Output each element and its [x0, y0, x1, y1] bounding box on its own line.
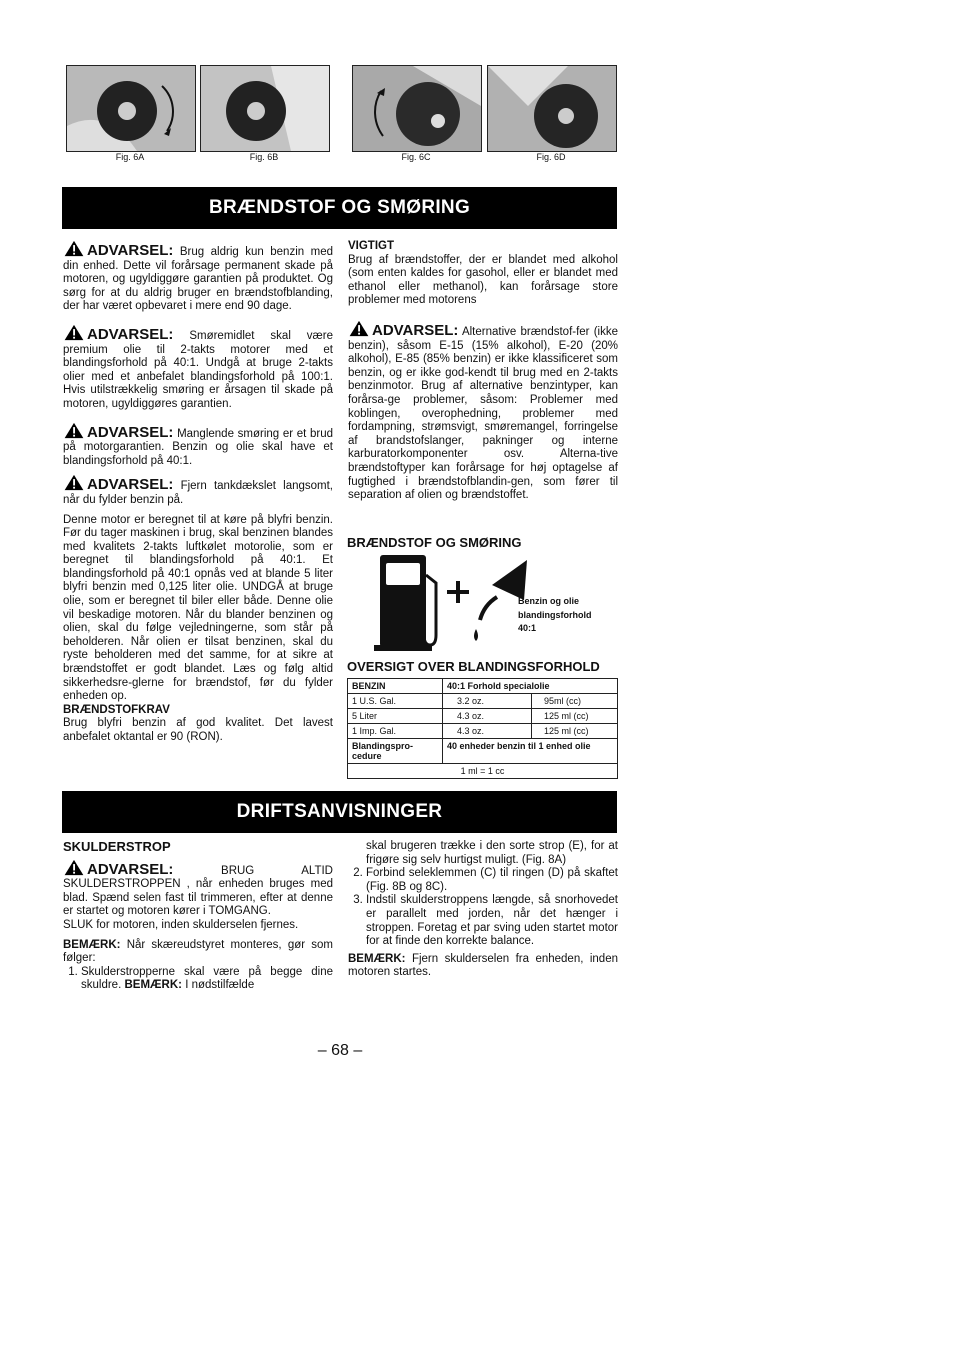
step1-continued: I nødstilfælde [185, 979, 255, 992]
fuel-body-text: Denne motor er beregnet til at køre på blyfri benzin. Før du tager maskinen i brug, skal benzinen blandes med kvalitets 2-takts luftkølet motorolie, som er beregnet til blandingsforhold på 40:1. Et blandingsforhold på 40:1 opnås ved at blande 5 liter blyfri benzin med 0,125 liter olie. UNDGÅ at bruge olie, som er beregnet til biler eller både. Denne olie vil beskadige motoren. Når du blander benzinen og olien, skal du følge vejledningerne, som står på beholderen. Når olien er tilsat benzinen, skal du ryste beholderen med det samme, for at sikre at brændstoffet er godt blandet. Læs og følg altid sikkerhedsre-glerne for brændstof, før du fylder enheden op. [63, 513, 333, 703]
figure-caption: Fig. 6A [115, 152, 145, 162]
mix-table-heading: OVERSIGT OVER BLANDINGSFORHOLD [347, 659, 600, 674]
steps-list [63, 966, 333, 993]
figure-caption: Fig. 6C [401, 152, 431, 162]
figure-6b [200, 65, 330, 152]
list-item: 1. Skulderstropperne skal være på begge dine skuldre. BEMÆRK: I nødstilfælde [81, 966, 333, 993]
table-row: Blandingspro-cedure 40 enheder benzin til 1 enhed olie [348, 739, 618, 764]
warning-icon [63, 422, 85, 439]
warning-1: ADVARSEL: Brug aldrig kun benzin med din enhed. Dette vil forårsage permanent skade på motoren, og ugyldiggøre garantien på produktet. Og sørg for at du aldrig bruger en brændstofblanding, der har været opbevaret i mere end 90 dage. [63, 242, 333, 313]
figure-6a [66, 65, 196, 152]
warning-2: ADVARSEL: Smøremidlet skal være premium olie til 2-takts motorer med et blandingsforhold på 40:1. Undgå at bruge 2-takts olier med et anbefalet blandingsforhold på 100:1. Hvis utilstrækkelig smøring er årsagen til skade på motoren, ugyldiggøres garantien. [63, 325, 334, 410]
warning-icon [63, 324, 85, 341]
table-row: 5 Liter 4.3 oz. 125 ml (cc) [348, 709, 618, 724]
important-text: Brug af brændstoffer, der er blandet med alkohol (som enten kaldes for gasohol, eller er blandet med ethanol eller methanol), kan forårsage store problemer med motorens [348, 253, 618, 307]
page-number: – 68 – [317, 1042, 363, 1059]
left-column-operation [63, 840, 333, 993]
steps-list-continued [348, 867, 618, 949]
warning-3: ADVARSEL: Manglende smøring er et brud på motorgarantien. Benzin og olie skal have et blandingsforhold på 40:1. [63, 423, 333, 467]
warning-shoulder-strap-2: SLUK for motoren, inden skulderselen fjernes. [63, 918, 299, 931]
warning-shoulder-strap: ADVARSEL: BRUG ALTID SKULDERSTROPPEN , når enheden bruges med blad. Spænd selen fast til trimmeren, efter at denne er startet og motoren kører i TOMGANG. [63, 860, 333, 918]
figure-caption: Fig. 6B [249, 152, 279, 162]
figure-caption: Fig. 6D [536, 152, 566, 162]
left-column-fuel [63, 240, 333, 751]
list-item: 3. Indstil skulderstroppens længde, så snorhovedet er parallelt med jorden, når det hænger i stroppen. Foretag et par sving uden startet motor for at finde den korrekte balance. [366, 894, 618, 948]
table-row: BENZIN 40:1 Forhold specialolie [348, 679, 618, 694]
warning-icon [63, 859, 85, 876]
fuel-requirements-heading: BRÆNDSTOFKRAV [63, 703, 170, 716]
important-heading: VIGTIGT [348, 240, 394, 252]
note-1: BEMÆRK: Når skæreudstyret monteres, gør som følger: [63, 938, 333, 965]
right-column-operation [348, 840, 618, 986]
figure-6d [487, 65, 617, 152]
table-row: 1 Imp. Gal. 4.3 oz. 125 ml (cc) [348, 724, 618, 739]
shoulder-strap-heading: SKULDERSTROP [63, 839, 171, 854]
warning-icon [63, 474, 85, 491]
fuel-requirements-text: Brug blyfri benzin af god kvalitet. Det lavest anbefalet oktantal er 90 (RON). [63, 717, 333, 743]
mix-ratio-table [347, 678, 618, 779]
warning-icon [63, 240, 85, 257]
section-title-fuel: BRÆNDSTOF OG SMØRING [62, 187, 617, 229]
warning-alternative-fuel: ADVARSEL: Alternative brændstof-fer (ikke benzin), såsom E-15 (15% alkohol), E-20 (20% alkohol), E-85 (85% benzin) er ikke klassificeret som benzin, og er ikke god-kendt til brug med en 2-takts benzinmotor. Brug af alternative benzintyper, kan forårsa-ge problemer, såsom: Problemer med koblingen, overophedning, problemer med fordampning, strømsvigt, smøremangel, forringelse af brandstofslanger, pakninger og interne karburatorkomponenter osv. Alterna-tive brændstoftyper kan forårsage for høj optagelse af fugtighed i brændstofblandin-gen, som fører til separation af olien og brændstoffet. [348, 321, 618, 502]
fuel-mix-caption: Benzin og olie blandingsforhold 40:1 [518, 596, 592, 633]
section-title-operation: DRIFTSANVISNINGER [62, 791, 617, 833]
warning-4: ADVARSEL: Fjern tankdækslet langsomt, når du fylder benzin på. [63, 476, 333, 506]
table-row: 1 U.S. Gal. 3.2 oz. 95ml (cc) [348, 694, 618, 709]
note-2: BEMÆRK: Fjern skulderselen fra enheden, inden motoren startes. [348, 952, 618, 979]
right-column-fuel [348, 240, 618, 509]
table-row: 1 ml = 1 cc [348, 764, 618, 779]
figure-6c [352, 65, 482, 152]
warning-icon [348, 320, 370, 337]
step1-continuation: skal brugeren trække i den sorte strop (E), for at frigøre sig selv hurtigst muligt. (Fig. 8A) [366, 840, 618, 866]
fuel-pump-oil-icon [372, 555, 532, 655]
fuel-mix-heading: BRÆNDSTOF OG SMØRING [347, 535, 522, 550]
list-item: 2. Forbind seleklemmen (C) til ringen (D) på skaftet (Fig. 8B og 8C). [366, 867, 618, 894]
